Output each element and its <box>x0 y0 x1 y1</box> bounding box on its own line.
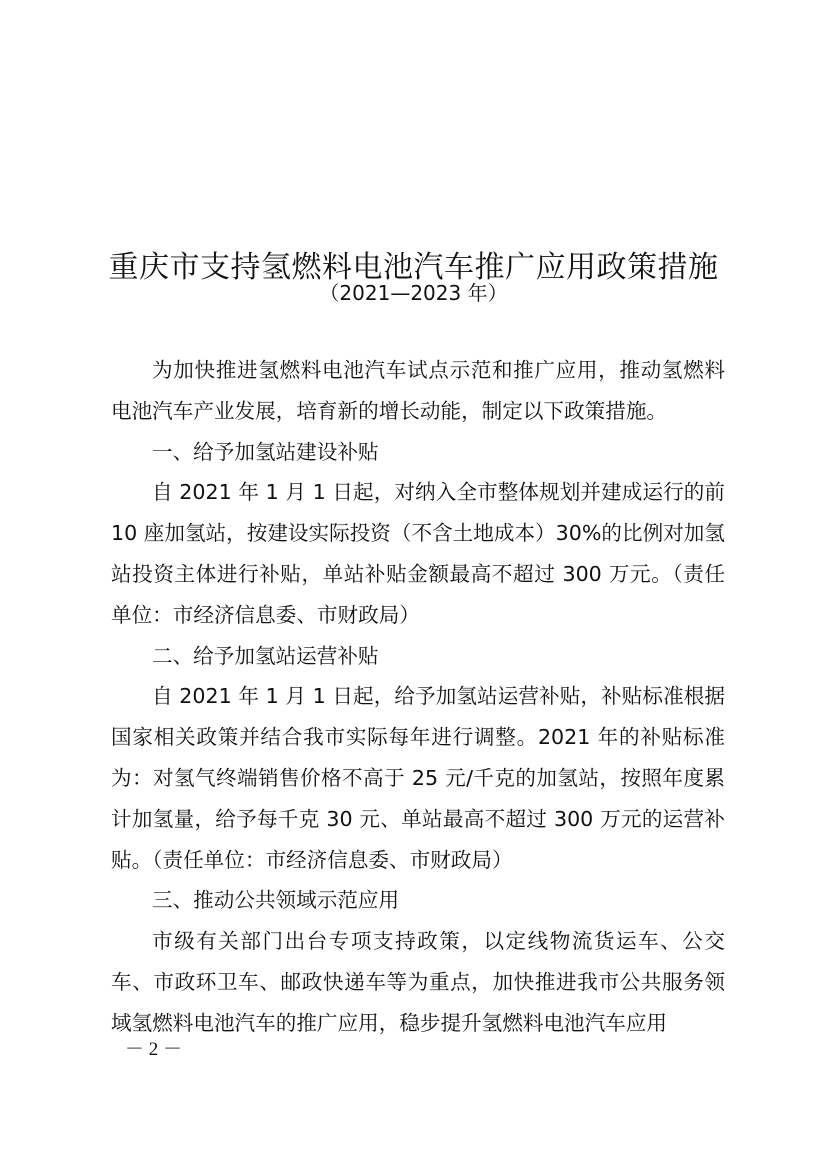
document-title: 重庆市支持氢燃料电池汽车推广应用政策措施 <box>108 250 719 286</box>
section-heading-3: 三、推动公共领域示范应用 <box>152 888 400 913</box>
section-paragraph-2: 自 2021 年 1 月 1 日起，给予加氢站运营补贴，补贴标准根据国家相关政策并结合我市实际每年进行调整。2021 年的补贴标准为：对氢气终端销售价格不高于 25 元/千克的加氢站，按照年度累计加氢量，给予每千克 30 元、单站最高不超过 300 万元的运营补贴。（责任单位：市经济信息委、市财政局） <box>111 684 725 872</box>
section-paragraph-1: 自 2021 年 1 月 1 日起，对纳入全市整体规划并建成运行的前 10 座加氢站，按建设实际投资（不含土地成本）30%的比例对加氢站投资主体进行补贴，单站补贴金额最高不超过 300 万元。（责任单位：市经济信息委、市财政局） <box>111 480 725 627</box>
intro-paragraph: 为加快推进氢燃料电池汽车试点示范和推广应用，推动氢燃料电池汽车产业发展，培育新的增长动能，制定以下政策措施。 <box>111 358 725 423</box>
section-heading-2: 二、给予加氢站运营补贴 <box>152 643 379 668</box>
page-number: － 2 － <box>125 1039 183 1060</box>
document-subtitle: （2021—2023 年） <box>319 281 508 305</box>
section-heading-1: 一、给予加氢站建设补贴 <box>152 439 379 464</box>
section-paragraph-3: 市级有关部门出台专项支持政策，以定线物流货运车、公交车、市政环卫车、邮政快递车等为重点，加快推进我市公共服务领域氢燃料电池汽车的推广应用，稳步提升氢燃料电池汽车应用 <box>111 929 725 1035</box>
document-body <box>111 350 725 1044</box>
